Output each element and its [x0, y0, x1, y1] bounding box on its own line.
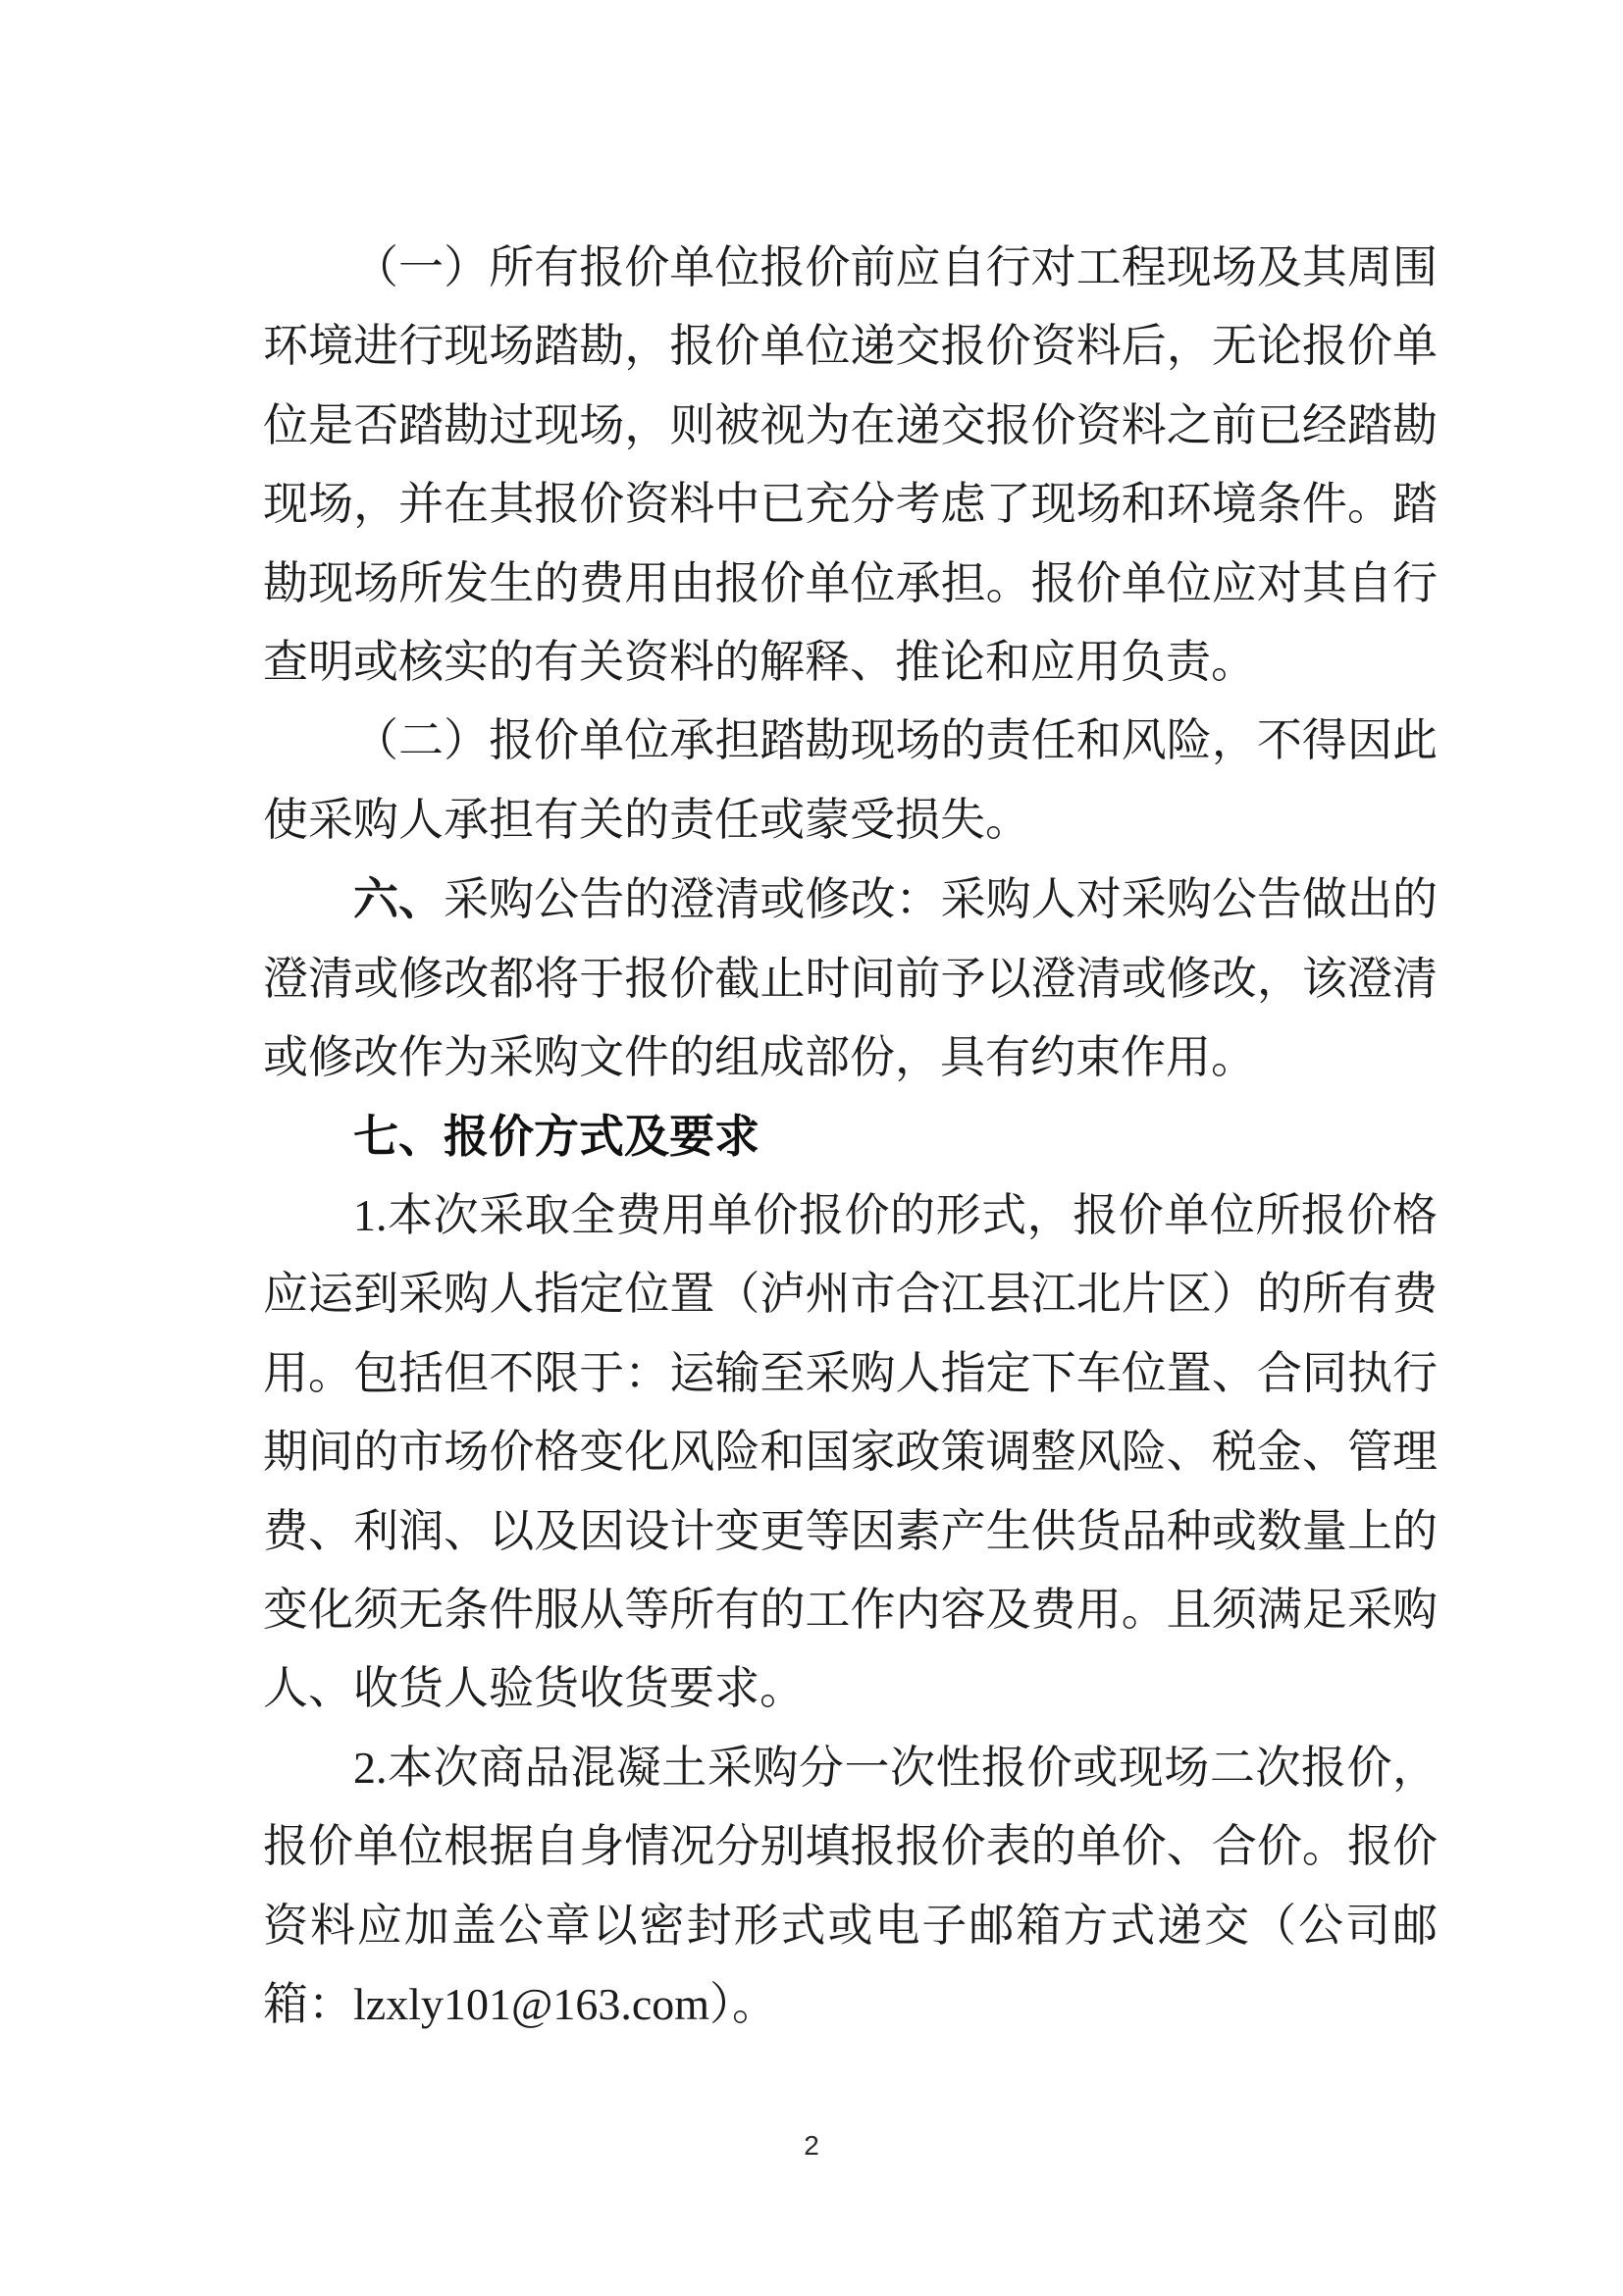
paragraph-clarification-text: 采购公告的澄清或修改：采购人对采购公告做出的澄清或修改都将于报价截止时间前予以澄清或修改，该澄清或修改作为采购文件的组成部份，具有约束作用。	[263, 874, 1439, 1083]
paragraph-survey-responsibility: （二）报价单位承担踏勘现场的责任和风险，不得因此使采购人承担有关的责任或蒙受损失。	[263, 715, 1438, 845]
section-number-six: 六、	[353, 873, 445, 925]
paragraph-clarification	[263, 860, 1438, 1097]
paragraph-site-survey: （一）所有报价单位报价前应自行对工程现场及其周围环境进行现场踏勘，报价单位递交报价资料后，无论报价单位是否踏勘过现场，则被视为在递交报价资料之前已经踏勘现场，并在其报价资料中已充分考虑了现场和环境条件。踏勘现场所发生的费用由报价单位承担。报价单位应对其自行查明或核实的有关资料的解释、推论和应用负责。	[263, 242, 1438, 688]
section-heading-seven: 七、报价方式及要求	[353, 1111, 759, 1163]
paragraph-pricing-form: 1.本次采取全费用单价报价的形式，报价单位所报价格应运到采购人指定位置（泸州市合江县江北片区）的所有费用。包括但不限于：运输至采购人指定下车位置、合同执行期间的市场价格变化风险和国家政策调整风险、税金、管理费、利润、以及因设计变更等因素产生供货品种或数量上的变化须无条件服从等所有的工作内容及费用。且须满足采购人、收货人验货收货要求。	[263, 1189, 1438, 1714]
page-number: 2	[804, 2130, 819, 2161]
paragraph-submission-method: 2.本次商品混凝土采购分一次性报价或现场二次报价，报价单位根据自身情况分别填报报价表的单价、合价。报价资料应加盖公章以密封形式或电子邮箱方式递交（公司邮箱：lzxly101@163.com）。	[263, 1742, 1438, 2029]
document-body	[263, 229, 1438, 2044]
